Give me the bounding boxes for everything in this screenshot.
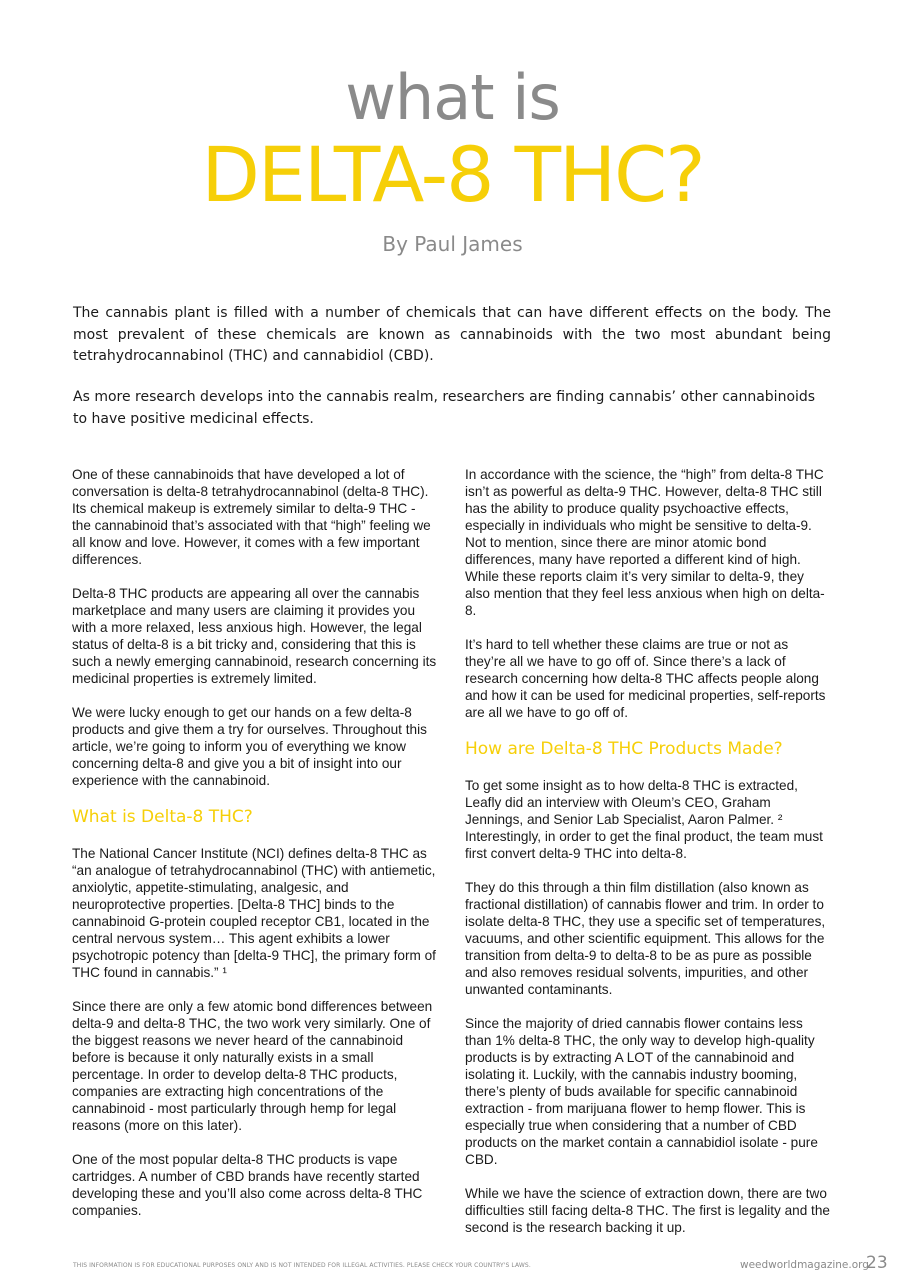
- author-byline: By Paul James: [382, 232, 523, 256]
- right-column: [465, 466, 831, 1253]
- intro-paragraph-1: The cannabis plant is filled with a number of chemicals that can have different effects on the body. The most prevalent of these chemicals are known as cannabinoids with the two most abundant being tetrahydrocannabinol (THC) and cannabidiol (CBD).: [73, 305, 831, 364]
- body-paragraph: Since the majority of dried cannabis flower contains less than 1% delta-8 THC, the only way to develop high-quality products is by extracting A LOT of the cannabinoid and isolating it. Luckily, with the cannabis industry booming, there’s plenty of buds available for specific cannabinoid extraction - from marijuana flower to hemp flower. This is especially true when considering that a number of CBD products on the market contain a cannabidiol isolate - pure CBD.: [465, 1016, 818, 1167]
- page-title: DELTA-8 THC?: [201, 130, 704, 219]
- body-paragraph: They do this through a thin film distillation (also known as fractional distillation) of cannabis flower and trim. In order to isolate delta-8 THC, they use a specific set of temperatures, vacuums, and other scientific equipment. This allows for the transition from delta-9 to delta-8 to be as pure as possible and also removes residual solvents, impurities, and other unwanted contaminants.: [465, 880, 826, 997]
- body-paragraph: Delta-8 THC products are appearing all over the cannabis marketplace and many users are claiming it provides you with a more relaxed, less anxious high. However, the legal status of delta-8 is a bit tricky and, considering that this is such a newly emerging cannabinoid, research concerning its medicinal properties is extremely limited.: [72, 586, 437, 686]
- footer-disclaimer: THIS INFORMATION IS FOR EDUCATIONAL PURPOSES ONLY AND IS NOT INTENDED FOR ILLEGAL ACTIVITIES. PLEASE CHECK YOUR COUNTRY'S LAWS.: [73, 1262, 531, 1269]
- intro-paragraph-2: As more research develops into the cannabis realm, researchers are finding cannabis’ other cannabinoids to have positive medicinal effects.: [73, 389, 816, 427]
- body-paragraph: It’s hard to tell whether these claims are true or not as they’re all we have to go off of. Since there’s a lack of research concerning how delta-8 THC affects people along and how it can be used for medicinal properties, self-reports are all we have to go off of.: [465, 637, 826, 720]
- body-paragraph: One of these cannabinoids that have developed a lot of conversation is delta-8 tetrahydrocannabinol (delta-8 THC). Its chemical makeup is extremely similar to delta-9 THC - the cannabinoid that’s associated with that “high” feeling we all know and love. However, it comes with a few important differences.: [72, 467, 431, 567]
- body-paragraph: To get some insight as to how delta-8 THC is extracted, Leafly did an interview with Oleum’s CEO, Graham Jennings, and Senior Lab Specialist, Aaron Palmer. ² Interestingly, in order to get the final product, the team must first convert delta-9 THC into delta-8.: [465, 778, 823, 861]
- footer-website: weedworldmagazine.org: [740, 1259, 869, 1271]
- body-paragraph: The National Cancer Institute (NCI) defines delta-8 THC as “an analogue of tetrahydrocannabinol (THC) with antiemetic, anxiolytic, appetite-stimulating, analgesic, and neuroprotective properties. [Delta-8 THC] binds to the cannabinoid G-protein coupled receptor CB1, located in the central nervous system… This agent exhibits a lower psychotropic potency than [delta-9 THC], the primary form of THC found in cannabis.” ¹: [72, 846, 436, 980]
- section-heading: How are Delta-8 THC Products Made?: [465, 739, 783, 759]
- body-paragraph: One of the most popular delta-8 THC products is vape cartridges. A number of CBD brands have recently started developing these and you’ll also come across delta-8 THC companies.: [72, 1152, 423, 1218]
- section-heading: What is Delta-8 THC?: [72, 807, 253, 827]
- left-column: [72, 466, 438, 1236]
- body-paragraph: While we have the science of extraction down, there are two difficulties still facing delta-8 THC. The first is legality and the second is the research backing it up.: [465, 1186, 830, 1235]
- body-paragraph: Since there are only a few atomic bond differences between delta-9 and delta-8 THC, the two work very similarly. One of the biggest reasons we never heard of the cannabinoid before is because it only naturally exists in a small percentage. In order to develop delta-8 THC products, companies are extracting high concentrations of the cannabinoid - most particularly through hemp for legal reasons (more on this later).: [72, 999, 433, 1133]
- title-what-is: what is: [345, 61, 560, 134]
- body-paragraph: We were lucky enough to get our hands on a few delta-8 products and give them a try for ourselves. Throughout this article, we’re going to inform you of everything we know concerning delta-8 and give you a bit of insight into our experience with the cannabinoid.: [72, 705, 427, 788]
- page-number: 23: [866, 1253, 888, 1273]
- body-paragraph: In accordance with the science, the “high” from delta-8 THC isn’t as powerful as delta-9 THC. However, delta-8 THC still has the ability to produce quality psychoactive effects, especially in individuals who might be sensitive to delta-9. Not to mention, since there are minor atomic bond differences, many have reported a different kind of high. While these reports claim it’s very similar to delta-9, they also mention that they feel less anxious when high on delta-8.: [465, 467, 825, 618]
